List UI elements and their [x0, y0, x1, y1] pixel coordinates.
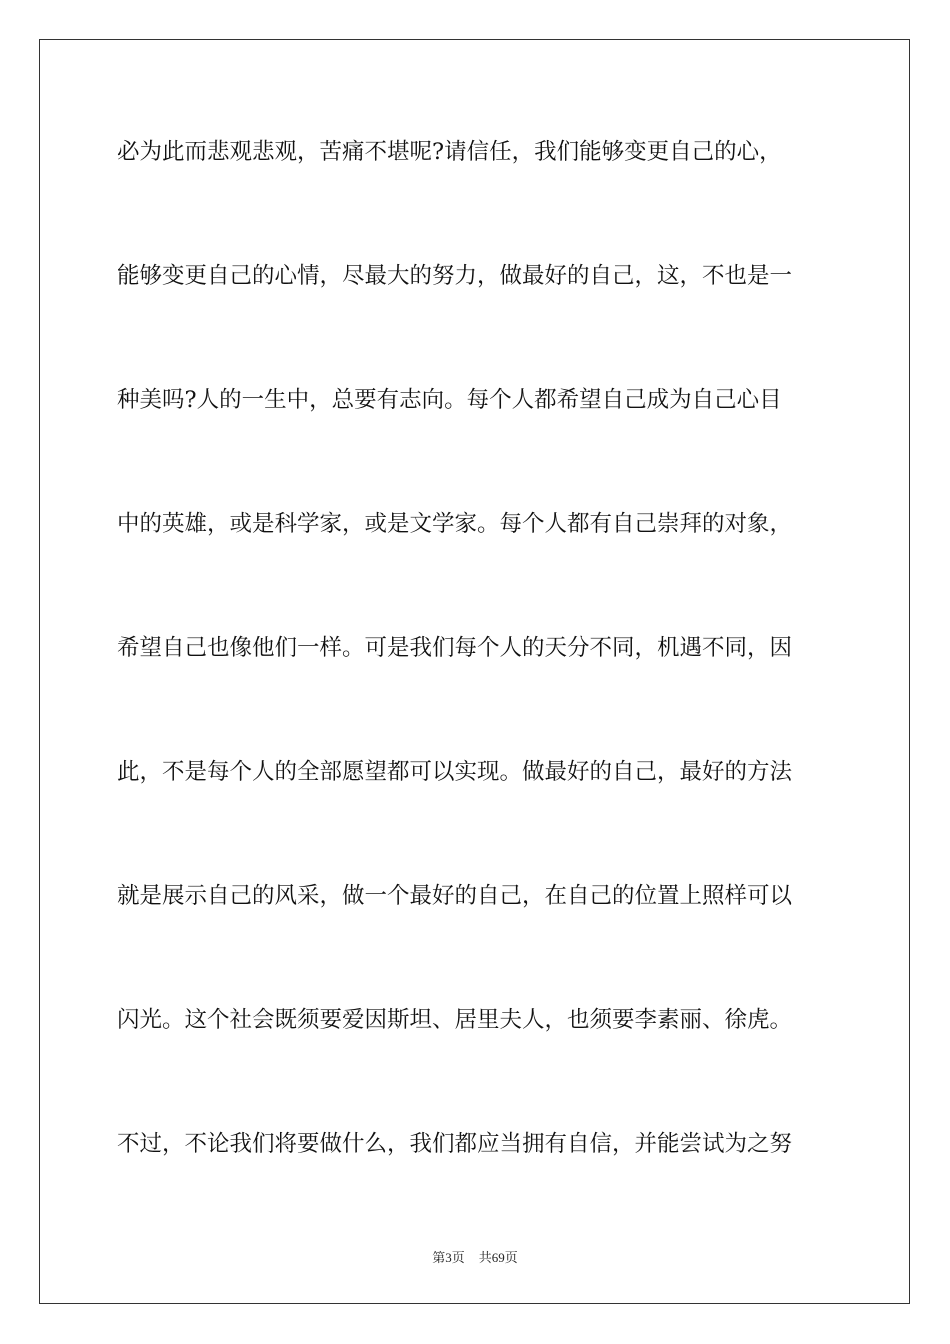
- text-line: 此，不是每个人的全部愿望都可以实现。做最好的自己，最好的方法: [117, 759, 793, 785]
- page-footer: [0, 1247, 950, 1266]
- text-line: 闪光。这个社会既须要爱因斯坦、居里夫人，也须要李素丽、徐虎。: [117, 1007, 793, 1033]
- text-line: 必为此而悲观悲观，苦痛不堪呢?请信任，我们能够变更自己的心，: [117, 139, 782, 165]
- text-line: 种美吗?人的一生中，总要有志向。每个人都希望自己成为自己心目: [117, 387, 782, 413]
- text-line: 不过，不论我们将要做什么，我们都应当拥有自信，并能尝试为之努: [117, 1131, 793, 1157]
- page-total: 共69页: [478, 1250, 518, 1265]
- text-line: 中的英雄，或是科学家，或是文学家。每个人都有自己崇拜的对象，: [117, 511, 793, 537]
- page-number: 第3页: [432, 1250, 465, 1265]
- text-line: 就是展示自己的风采，做一个最好的自己，在自己的位置上照样可以: [117, 883, 793, 909]
- text-line: 希望自己也像他们一样。可是我们每个人的天分不同，机遇不同，因: [117, 635, 793, 661]
- document-body: [117, 122, 837, 1238]
- text-line: 能够变更自己的心情，尽最大的努力，做最好的自己，这，不也是一: [117, 263, 793, 289]
